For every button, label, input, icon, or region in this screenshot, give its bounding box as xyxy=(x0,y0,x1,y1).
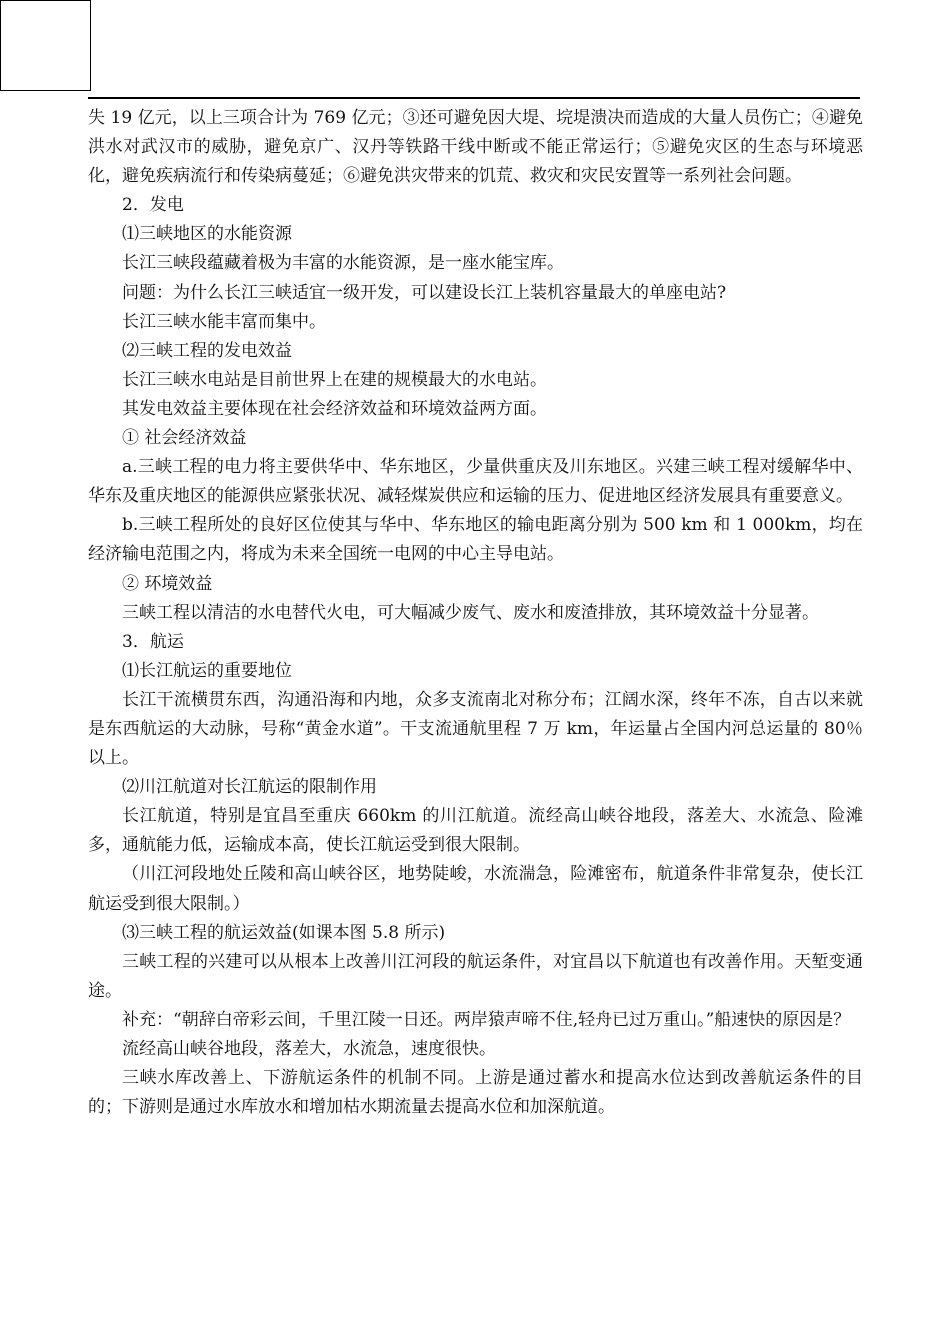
supplement-paragraph: 补充：“朝辞白帝彩云间，千里江陵一日还。两岸猿声啼不住,轻舟已过万重山。”船速快的原因是？ xyxy=(122,1009,851,1030)
subheading-environmental: ② 环境效益 xyxy=(122,573,213,594)
document-body xyxy=(88,104,863,1122)
paragraph-item-b: b.三峡工程所处的良好区位使其与华中、华东地区的输电距离分别为 500 km 和 1 000km，均在经济输电范围之内，将成为未来全国统一电网的中心主导电站。 xyxy=(88,515,863,565)
paragraph: 长江干流横贯东西，沟通沿海和内地，众多支流南北对称分布；江阔水深，终年不冻，自古以来就是东西航运的大动脉，号称“黄金水道”。干支流通航里程 7 万 km，年运量占全国内河总运量的 80％以上。 xyxy=(88,689,863,769)
question-paragraph: 问题：为什么长江三峡适宜一级开发，可以建设长江上装机容量最大的单座电站? xyxy=(122,282,727,303)
paragraph: 其发电效益主要体现在社会经济效益和环境效益两方面。 xyxy=(122,398,547,419)
answer-paragraph: 长江三峡水能丰富而集中。 xyxy=(122,311,326,332)
paragraph: 三峡工程的兴建可以从根本上改善川江河段的航运条件，对宜昌以下航道也有改善作用。天堑变通途。 xyxy=(88,951,863,1001)
subheading-power-benefits: ⑵三峡工程的发电效益 xyxy=(122,340,292,361)
paragraph: 三峡水库改善上、下游航运条件的机制不同。上游是通过蓄水和提高水位达到改善航运条件的目的；下游则是通过水库放水和增加枯水期流量去提高水位和加深航道。 xyxy=(88,1068,863,1118)
corner-box xyxy=(0,0,91,91)
paragraph: 长江航道，特别是宜昌至重庆 660km 的川江航道。流经高山峡谷地段，落差大、水流急、险滩多，通航能力低，运输成本高，使长江航运受到很大限制。 xyxy=(88,806,863,856)
subheading-hydro-resources: ⑴三峡地区的水能资源 xyxy=(122,224,292,245)
subheading-socioeconomic: ① 社会经济效益 xyxy=(122,428,247,449)
subheading-shipping-importance: ⑴长江航运的重要地位 xyxy=(122,660,292,681)
paragraph-flood-benefits-continued: 失 19 亿元，以上三项合计为 769 亿元；③还可避免因大堤、垸堤溃决而造成的大量人员伤亡；④避免洪水对武汉市的威胁，避免京广、汉丹等铁路干线中断或不能正常运行；⑤避免灾区的生态与环境恶化，避免疾病流行和传染病蔓延；⑥避免洪灾带来的饥荒、救灾和灾民安置等一系列社会问题。 xyxy=(88,108,863,187)
header-rule xyxy=(88,97,860,99)
section-heading-shipping: 3．航运 xyxy=(122,631,184,652)
paragraph-note: （川江河段地处丘陵和高山峡谷区，地势陡峻，水流湍急，险滩密布，航道条件非常复杂，使长江航运受到很大限制。） xyxy=(88,864,863,914)
subheading-chuanjiang-limits: ⑵川江航道对长江航运的限制作用 xyxy=(122,777,377,798)
subheading-shipping-benefits: ⑶三峡工程的航运效益(如课本图 5.8 所示) xyxy=(122,922,446,943)
paragraph: 长江三峡段蕴藏着极为丰富的水能资源，是一座水能宝库。 xyxy=(122,253,564,274)
answer-paragraph: 流经高山峡谷地段，落差大，水流急，速度很快。 xyxy=(122,1039,496,1059)
paragraph-item-a: a.三峡工程的电力将主要供华中、华东地区，少量供重庆及川东地区。兴建三峡工程对缓解华中、华东及重庆地区的能源供应紧张状况、减轻煤炭供应和运输的压力、促进地区经济发展具有重要意义。 xyxy=(88,457,863,507)
section-heading-power: 2．发电 xyxy=(122,195,184,216)
paragraph: 长江三峡水电站是目前世界上在建的规模最大的水电站。 xyxy=(122,369,547,390)
paragraph: 三峡工程以清洁的水电替代火电，可大幅减少废气、废水和废渣排放，其环境效益十分显著。 xyxy=(122,602,819,623)
